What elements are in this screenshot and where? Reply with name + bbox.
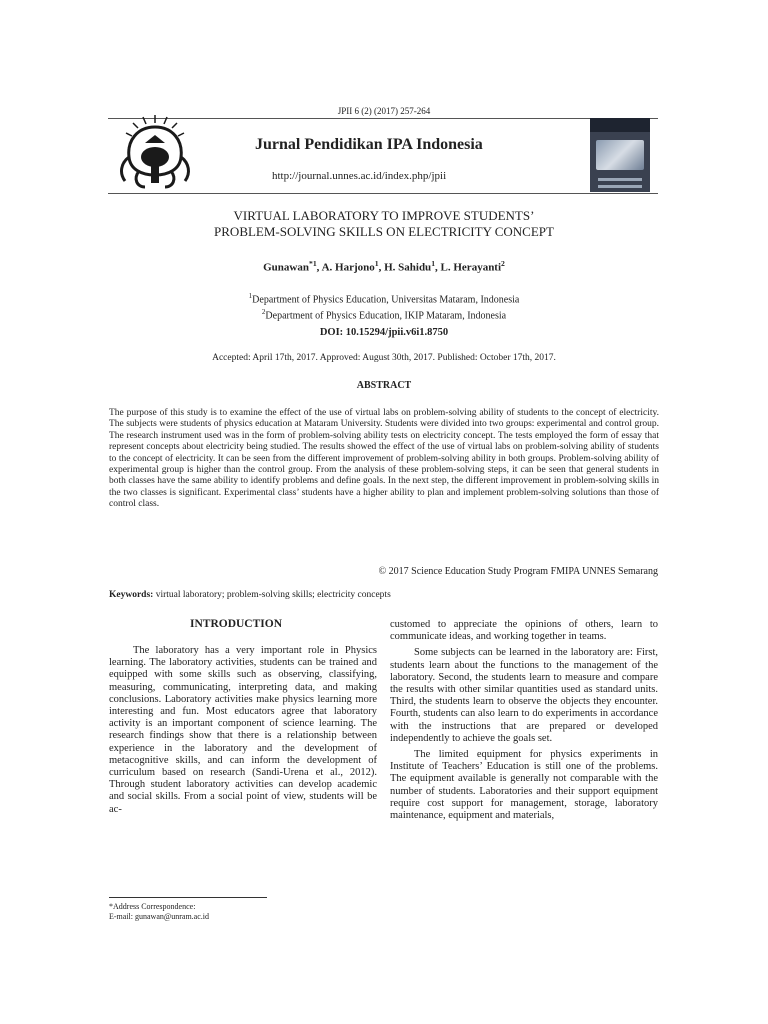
footnote-line: *Address Correspondence:	[109, 902, 196, 911]
footnote-line: E-mail: gunawan@unram.ac.id	[109, 912, 209, 921]
publication-dates: Accepted: April 17th, 2017. Approved: August 30th, 2017. Published: October 17th, 2017.	[212, 353, 556, 363]
doi[interactable]: DOI: 10.15294/jpii.v6i1.8750	[319, 327, 449, 338]
keywords-label: Keywords:	[109, 590, 154, 600]
paragraph: The limited equipment for physics experiments in Institute of Teachers’ Education is still one of the problems. The equipment available is generally not comparable with the number of students. Laboratories and their support equipment require cost support for management, storage, laboratory maintenance, equipment and materials,	[390, 749, 658, 822]
right-column	[390, 619, 658, 822]
paper-title	[100, 208, 668, 240]
affiliation: $^1$Department of Physics Education, Universitas Mataram, Indonesia	[248, 292, 520, 306]
abstract-heading: ABSTRACT	[356, 380, 412, 391]
header-bottom-rule	[108, 193, 658, 194]
footnote	[109, 902, 209, 922]
author-sup: *1	[308, 259, 317, 268]
author-sup: 1	[431, 259, 436, 268]
left-column	[109, 645, 377, 816]
introduction-heading: INTRODUCTION	[190, 618, 283, 630]
author-sup: 1	[374, 259, 379, 268]
paragraph: customed to appreciate the opinions of others, learn to communicate ideas, and working together in teams.	[390, 619, 658, 643]
affiliations	[0, 290, 768, 323]
keywords-text: virtual laboratory; problem-solving skills; electricity concepts	[155, 590, 391, 600]
journal-logo-icon	[115, 113, 195, 191]
footnote-rule	[109, 897, 267, 898]
journal-cover-thumbnail	[590, 118, 650, 192]
author-name: Gunawan	[263, 261, 309, 274]
journal-reference: JPII 6 (2) (2017) 257-264	[337, 106, 431, 116]
copyright: © 2017 Science Education Study Program FMIPA UNNES Semarang	[378, 566, 658, 577]
title-line: VIRTUAL LABORATORY TO IMPROVE STUDENTS’	[233, 208, 535, 223]
author-name: L. Herayanti	[440, 261, 502, 274]
author-name: H. Sahidu	[384, 261, 432, 274]
journal-url[interactable]: http://journal.unnes.ac.id/index.php/jpii	[272, 170, 447, 182]
keywords	[109, 590, 391, 600]
paragraph: The laboratory has a very important role in Physics learning. The laboratory activities, students can be trained and equipped with some skills such as observing, classifying, measuring, communicating, interpreting data, and making conclusions. Laboratory activities make physics learning more interesting and fun. Most educators agree that laboratory activity is an important component of science learning. The research findings show that there is a relationship between experience in the laboratory and the development of metacognitive skills, and can inform the development of curriculum based on research (Sandi-Urena et al., 2012). Through student laboratory activities can develop academic and social skills. From a social point of view, students will be ac-	[109, 645, 377, 815]
abstract-text: The purpose of this study is to examine the effect of the use of virtual labs on problem-solving ability of students to the concept of electricity. The subjects were students of physics education at Mataram University. Students were divided into two groups: experimental and control group. The research instrument used was in the form of problem-solving ability tests on electricity concept. The tests employed the form of essay that represent concepts about electricity being studied. The results showed the effect of the use of virtual labs on problem-solving ability of students to the concept of electricity. It can be seen from the different improvement of problem-solving ability in both groups. Problem-solving ability of experimental group is higher than the control group. From the analysis of these problem-solving steps, it can be seen that general students in both classes have the same ability to identify problems and define goals. In the next step, the different improvement in problem-solving skills in the two classes is significant. Experimental class’ students have a higher ability to plan and implement problem-solving solutions than those of control class.	[109, 408, 659, 510]
paragraph: Some subjects can be learned in the laboratory are: First, students learn about the functions to the management of the laboratory. Second, the students learn to measure and compare the results with other similar quantities used as standard units. Third, the students learn to observe the objects they encounter. Fourth, students can also learn to do experiments in accordance with the instructions that are prepared or developed independently to achieve the goals set.	[390, 647, 658, 744]
author-sup: 2	[501, 259, 505, 268]
affiliation: $^2$Department of Physics Education, IKIP Mataram, Indonesia	[261, 308, 507, 322]
journal-name: Jurnal Pendidikan IPA Indonesia	[255, 136, 483, 153]
author-list: Gunawan$^{*1}$, A. Harjono$^1$, H. Sahidu$^1$, L. Herayanti$^2$	[263, 259, 505, 274]
title-line: PROBLEM-SOLVING SKILLS ON ELECTRICITY CONCEPT	[214, 224, 554, 239]
author-name: A. Harjono	[321, 261, 375, 274]
